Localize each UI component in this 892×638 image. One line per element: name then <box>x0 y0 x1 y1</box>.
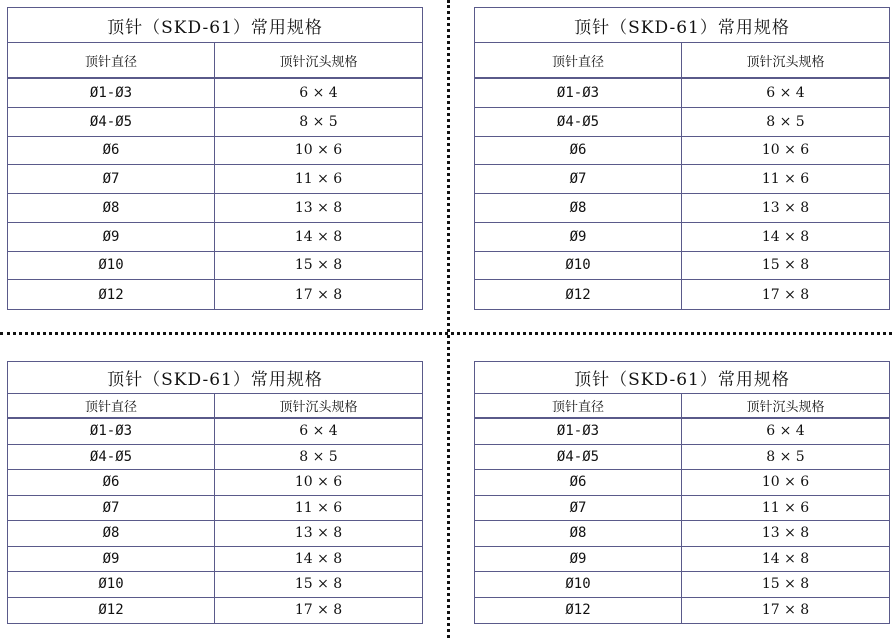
cell-diameter: Ø4-Ø5 <box>8 108 215 136</box>
spec-table-bottom-left <box>7 361 423 624</box>
table-row <box>8 419 422 445</box>
cell-counterbore: 13 × 8 <box>761 199 810 216</box>
cell-diameter: Ø7 <box>8 496 215 521</box>
cell-counterbore: 17 × 8 <box>761 602 810 619</box>
table-title: 顶针（SKD-61）常用规格 <box>475 8 889 43</box>
cell-diameter: Ø7 <box>475 165 682 193</box>
cell-counterbore: 14 × 8 <box>294 228 343 245</box>
table-header-row <box>8 394 422 419</box>
cell-counterbore: 6 × 4 <box>299 423 338 440</box>
table-row <box>475 223 889 252</box>
cell-counterbore: 10 × 6 <box>294 142 343 159</box>
cell-diameter: Ø9 <box>475 223 682 251</box>
cell-counterbore: 14 × 8 <box>294 550 343 567</box>
cell-diameter: Ø4-Ø5 <box>8 445 215 470</box>
table-title: 顶针（SKD-61）常用规格 <box>8 8 422 43</box>
cell-counterbore: 15 × 8 <box>761 576 810 593</box>
cell-counterbore: 13 × 8 <box>294 199 343 216</box>
table-header-row <box>8 43 422 79</box>
cell-diameter: Ø10 <box>8 572 215 597</box>
table-row <box>475 137 889 166</box>
header-diameter: 顶针直径 <box>8 43 215 77</box>
cell-diameter: Ø8 <box>475 194 682 222</box>
cell-diameter: Ø6 <box>8 470 215 495</box>
cell-counterbore: 8 × 5 <box>299 113 338 130</box>
cell-counterbore: 8 × 5 <box>766 448 805 465</box>
cell-counterbore: 11 × 6 <box>761 171 810 188</box>
header-diameter: 顶针直径 <box>475 43 682 77</box>
cell-counterbore: 14 × 8 <box>761 228 810 245</box>
cell-counterbore: 17 × 8 <box>294 602 343 619</box>
cell-diameter: Ø8 <box>8 194 215 222</box>
cell-counterbore: 14 × 8 <box>761 550 810 567</box>
table-title: 顶针（SKD-61）常用规格 <box>8 362 422 394</box>
table-header-row <box>475 394 889 419</box>
cell-counterbore: 11 × 6 <box>294 499 343 516</box>
table-row <box>475 598 889 624</box>
cell-counterbore: 17 × 8 <box>761 286 810 303</box>
table-row <box>8 470 422 496</box>
table-row <box>8 521 422 547</box>
table-row <box>475 445 889 471</box>
table-row <box>475 521 889 547</box>
table-row <box>8 445 422 471</box>
cell-diameter: Ø6 <box>475 137 682 165</box>
table-row <box>475 165 889 194</box>
cell-diameter: Ø1-Ø3 <box>8 79 215 107</box>
spec-table-top-left <box>7 7 423 310</box>
cell-counterbore: 15 × 8 <box>294 257 343 274</box>
cell-diameter: Ø12 <box>475 280 682 309</box>
spec-table-top-right <box>474 7 890 310</box>
table-row <box>8 572 422 598</box>
cell-counterbore: 8 × 5 <box>766 113 805 130</box>
cell-diameter: Ø9 <box>8 223 215 251</box>
cell-counterbore: 10 × 6 <box>294 474 343 491</box>
table-row <box>475 280 889 309</box>
header-diameter: 顶针直径 <box>8 394 215 417</box>
cell-diameter: Ø12 <box>8 598 215 624</box>
table-row <box>475 547 889 573</box>
cell-counterbore: 15 × 8 <box>294 576 343 593</box>
cell-counterbore: 13 × 8 <box>761 525 810 542</box>
table-row <box>475 252 889 281</box>
vertical-dotted-divider <box>447 0 450 638</box>
table-row <box>8 79 422 108</box>
table-row <box>475 79 889 108</box>
table-row <box>8 547 422 573</box>
horizontal-dotted-divider <box>0 332 892 335</box>
cell-diameter: Ø4-Ø5 <box>475 108 682 136</box>
cell-diameter: Ø6 <box>8 137 215 165</box>
table-row <box>8 165 422 194</box>
cell-counterbore: 11 × 6 <box>761 499 810 516</box>
table-row <box>8 194 422 223</box>
cell-diameter: Ø10 <box>475 572 682 597</box>
header-counterbore: 顶针沉头规格 <box>279 400 358 415</box>
table-row <box>475 496 889 522</box>
table-row <box>475 572 889 598</box>
cell-diameter: Ø9 <box>475 547 682 572</box>
table-row <box>8 280 422 309</box>
spec-table-bottom-right <box>474 361 890 624</box>
cell-diameter: Ø12 <box>475 598 682 624</box>
cell-diameter: Ø7 <box>8 165 215 193</box>
cell-diameter: Ø10 <box>8 252 215 280</box>
table-row <box>475 108 889 137</box>
table-row <box>8 223 422 252</box>
cell-diameter: Ø7 <box>475 496 682 521</box>
cell-diameter: Ø4-Ø5 <box>475 445 682 470</box>
table-title: 顶针（SKD-61）常用规格 <box>475 362 889 394</box>
table-row <box>8 598 422 624</box>
cell-counterbore: 15 × 8 <box>761 257 810 274</box>
header-diameter: 顶针直径 <box>475 394 682 417</box>
cell-diameter: Ø1-Ø3 <box>8 419 215 444</box>
cell-counterbore: 11 × 6 <box>294 171 343 188</box>
table-row <box>8 108 422 137</box>
cell-diameter: Ø6 <box>475 470 682 495</box>
cell-counterbore: 6 × 4 <box>299 84 338 101</box>
header-counterbore: 顶针沉头规格 <box>746 54 825 70</box>
cell-counterbore: 17 × 8 <box>294 286 343 303</box>
cell-diameter: Ø10 <box>475 252 682 280</box>
cell-diameter: Ø12 <box>8 280 215 309</box>
cell-counterbore: 13 × 8 <box>294 525 343 542</box>
table-header-row <box>475 43 889 79</box>
cell-counterbore: 10 × 6 <box>761 474 810 491</box>
table-row <box>8 496 422 522</box>
cell-diameter: Ø9 <box>8 547 215 572</box>
cell-diameter: Ø8 <box>475 521 682 546</box>
table-row <box>475 194 889 223</box>
cell-counterbore: 6 × 4 <box>766 423 805 440</box>
table-row <box>475 419 889 445</box>
header-counterbore: 顶针沉头规格 <box>746 400 825 415</box>
cell-counterbore: 6 × 4 <box>766 84 805 101</box>
cell-counterbore: 10 × 6 <box>761 142 810 159</box>
header-counterbore: 顶针沉头规格 <box>279 54 358 70</box>
table-row <box>8 252 422 281</box>
cell-diameter: Ø8 <box>8 521 215 546</box>
cell-diameter: Ø1-Ø3 <box>475 79 682 107</box>
table-row <box>475 470 889 496</box>
cell-diameter: Ø1-Ø3 <box>475 419 682 444</box>
table-row <box>8 137 422 166</box>
cell-counterbore: 8 × 5 <box>299 448 338 465</box>
